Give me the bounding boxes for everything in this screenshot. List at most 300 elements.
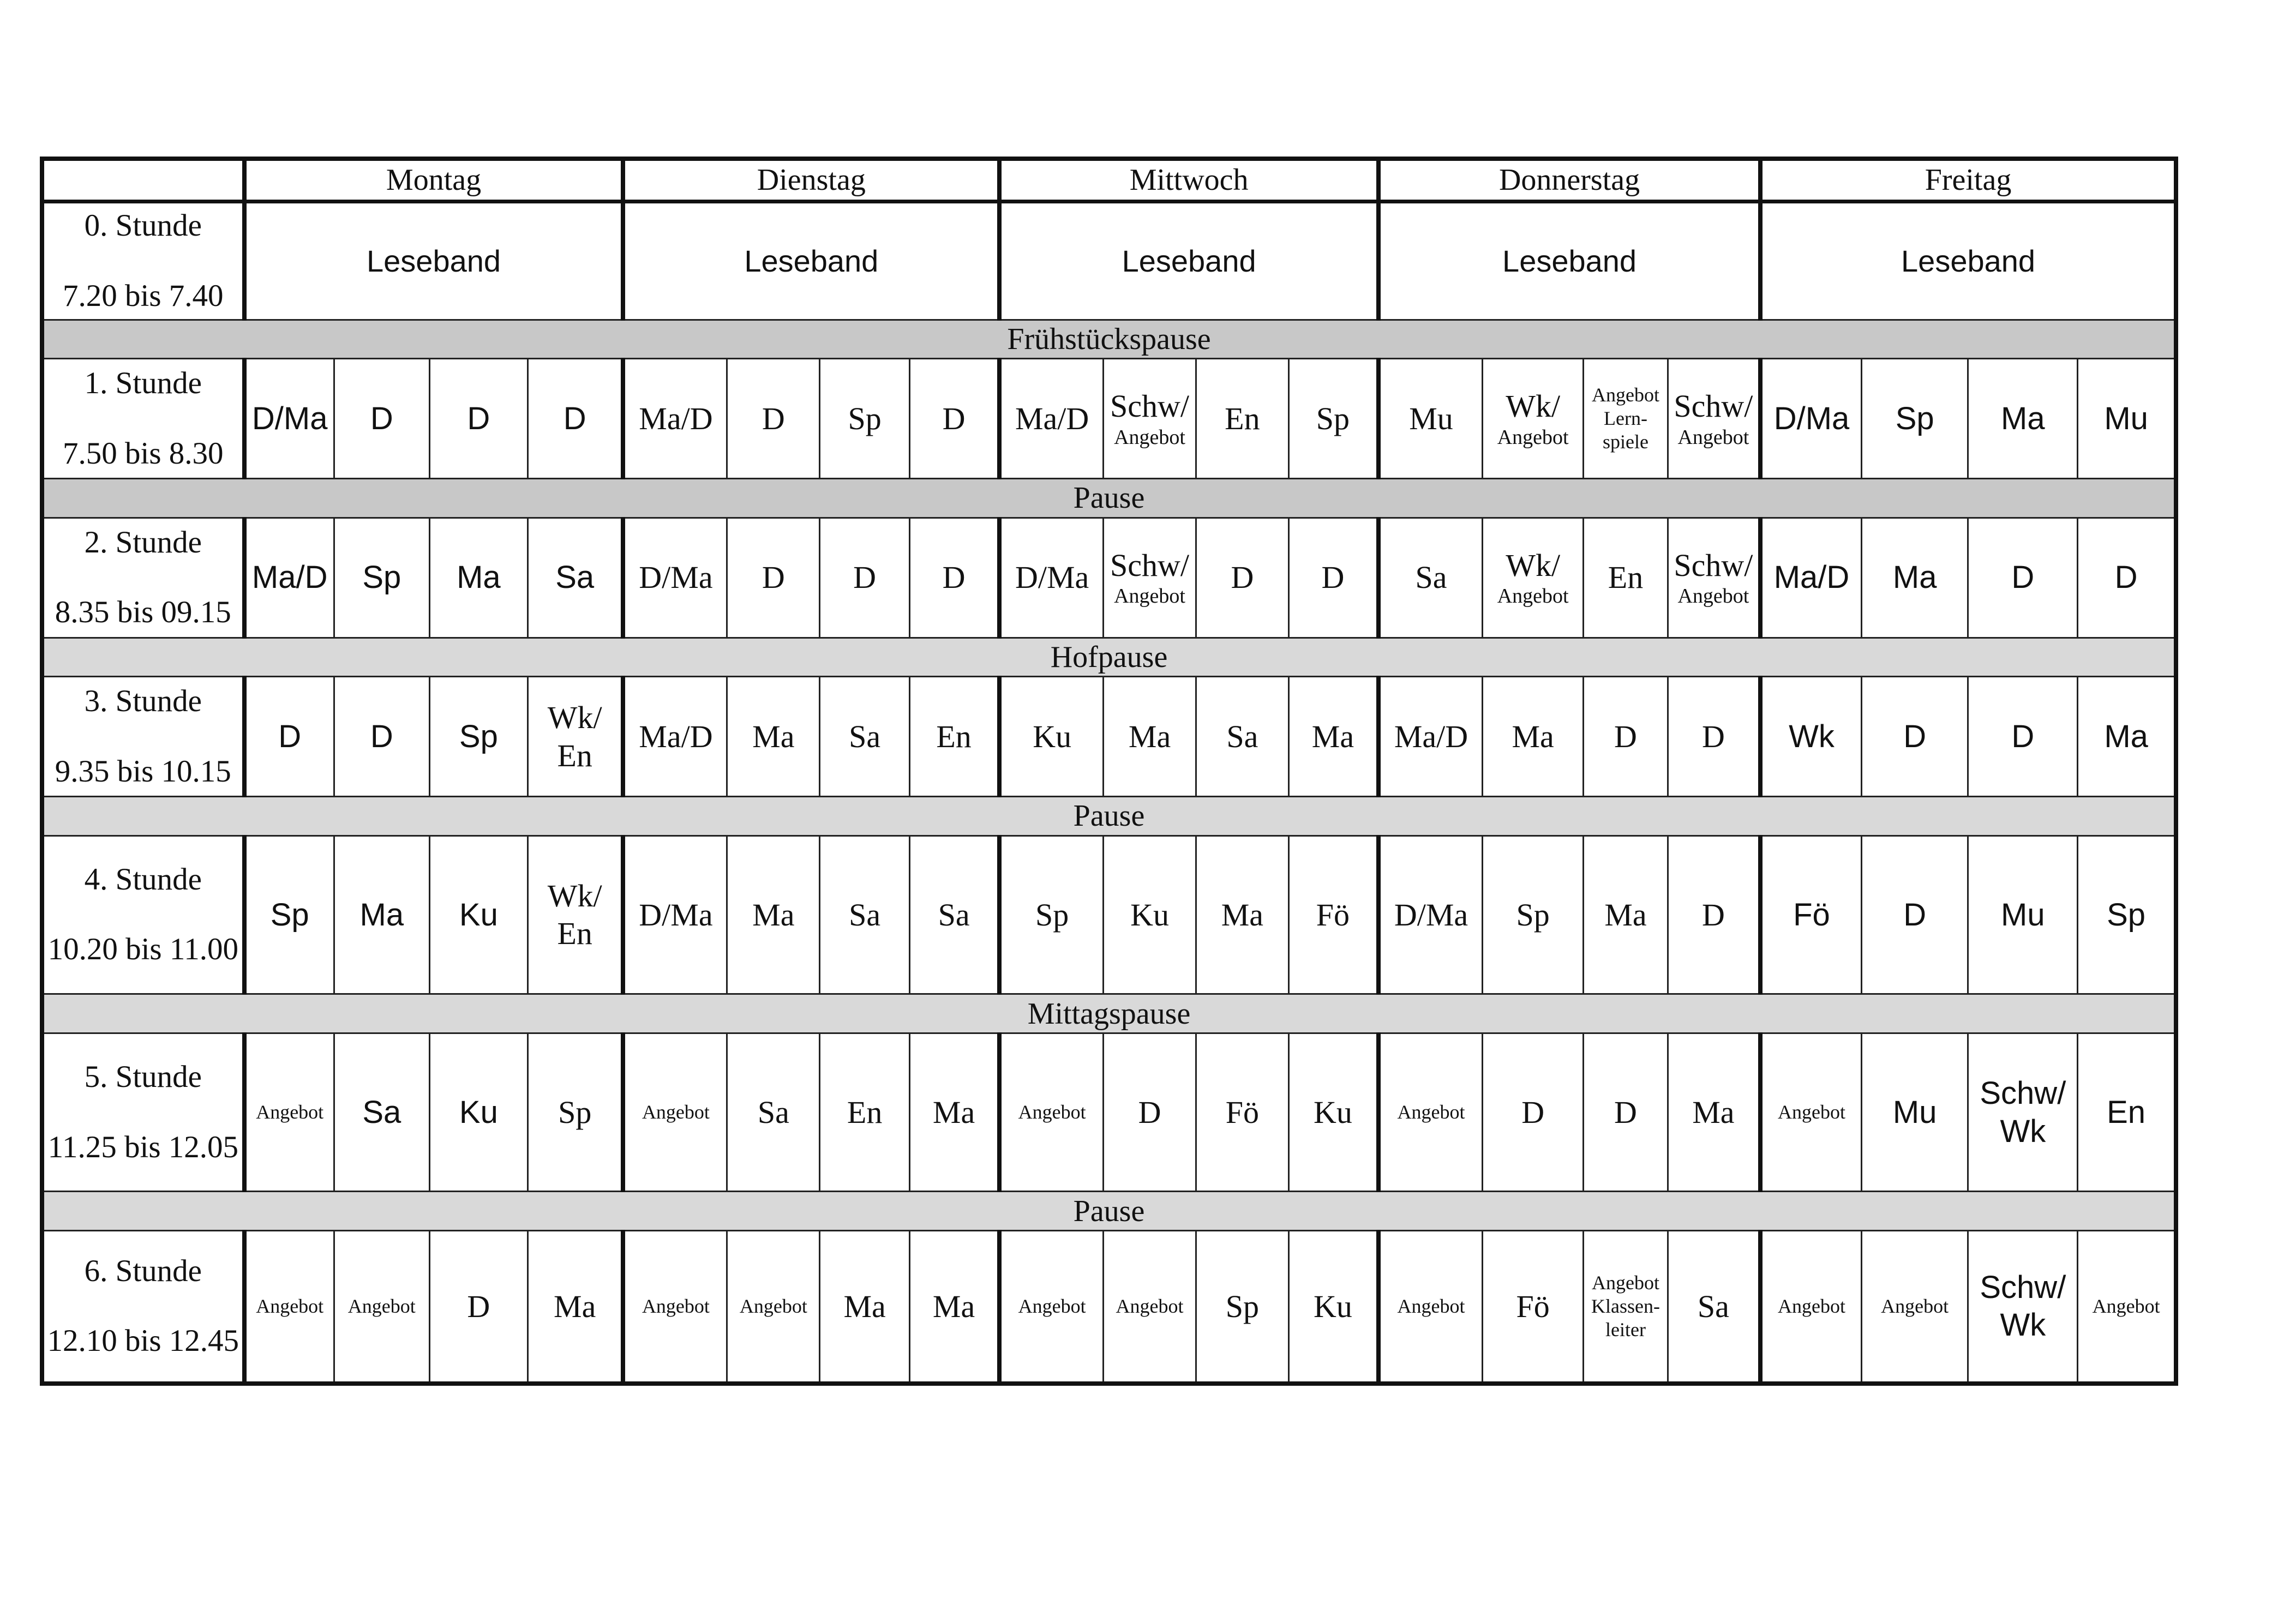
subject-cell xyxy=(2078,1033,2176,1192)
subject-cell xyxy=(1861,1230,1968,1384)
subject-text: D xyxy=(2011,718,2035,754)
subject-cell xyxy=(244,677,334,797)
subject-text: Wk xyxy=(1789,718,1835,754)
subject-cell xyxy=(1584,835,1668,994)
subject-cell xyxy=(1196,518,1288,638)
subject-text: Ma xyxy=(1512,718,1554,754)
subject-cell xyxy=(623,359,727,479)
subject-cell xyxy=(909,359,999,479)
subject-text: Wk/ xyxy=(1506,388,1561,424)
subject-text: Schw/ Wk xyxy=(1980,1269,2066,1343)
subject-cell xyxy=(1288,518,1378,638)
subject-text: D xyxy=(370,718,393,754)
leseband-cell: Leseband xyxy=(244,201,624,320)
subject-text: Angebot xyxy=(1397,1295,1465,1317)
subject-cell xyxy=(1288,359,1378,479)
subject-cell xyxy=(1378,677,1482,797)
subject-text: D xyxy=(762,560,785,596)
period-time: 7.50 bis 8.30 xyxy=(63,436,224,471)
subject-cell xyxy=(727,1033,820,1192)
subject-cell xyxy=(727,677,820,797)
subject-text: Sp xyxy=(848,400,882,436)
subject-cell xyxy=(1378,1230,1482,1384)
subject-cell xyxy=(1760,359,1861,479)
subject-text: Ma/D xyxy=(1394,718,1468,754)
subject-text: Ma xyxy=(457,560,501,596)
subject-cell xyxy=(909,1230,999,1384)
subject-cell xyxy=(1196,835,1288,994)
subject-text: Wk/ En xyxy=(547,700,602,773)
subject-text: D xyxy=(1614,718,1637,754)
subject-cell xyxy=(429,1033,527,1192)
subject-cell xyxy=(244,835,334,994)
subject-cell xyxy=(1196,1033,1288,1192)
subject-cell xyxy=(1104,677,1196,797)
subject-cell xyxy=(1104,835,1196,994)
subject-cell xyxy=(909,1033,999,1192)
subject-cell xyxy=(727,359,820,479)
subject-cell xyxy=(1584,359,1668,479)
subject-text: D xyxy=(1903,897,1927,933)
subject-text: Angebot xyxy=(1018,1295,1086,1317)
subject-text: Angebot xyxy=(1018,1101,1086,1123)
period-gap xyxy=(44,1290,242,1323)
subject-text: Ku xyxy=(1313,1288,1352,1324)
subject-cell xyxy=(1104,359,1196,479)
period-label xyxy=(42,518,244,638)
subject-cell xyxy=(527,677,623,797)
subject-text: Sp xyxy=(1035,897,1069,933)
period-label xyxy=(42,1033,244,1192)
subject-text: Ma xyxy=(843,1288,886,1324)
subject-cell xyxy=(1196,677,1288,797)
subject-text: Mu xyxy=(2001,897,2045,933)
subject-cell xyxy=(1378,1033,1482,1192)
subject-text: Sp xyxy=(1895,400,1934,436)
subject-text: Wk/ En xyxy=(547,877,602,952)
subject-cell xyxy=(1584,677,1668,797)
subject-cell xyxy=(1288,835,1378,994)
subject-cell xyxy=(1584,518,1668,638)
subject-text: Angebot Klassen-leiter xyxy=(1591,1271,1660,1341)
subject-cell xyxy=(1760,518,1861,638)
subject-cell xyxy=(2078,359,2176,479)
subject-cell xyxy=(999,518,1103,638)
subject-text: Angebot xyxy=(2092,1295,2160,1317)
subject-cell xyxy=(527,518,623,638)
period-number: 2. Stunde xyxy=(84,525,202,560)
subject-text: Sa xyxy=(1697,1288,1729,1324)
subject-text: Ma xyxy=(554,1288,596,1324)
subject-text: D/Ma xyxy=(639,560,713,596)
subject-cell xyxy=(1968,1033,2078,1192)
period-gap xyxy=(44,1096,242,1129)
subject-text: Schw/ Wk xyxy=(1980,1075,2066,1149)
subject-text: Angebot xyxy=(1397,1101,1465,1123)
subject-cell xyxy=(244,518,334,638)
subject-cell xyxy=(1288,677,1378,797)
subject-cell xyxy=(334,1033,429,1192)
subject-cell xyxy=(999,835,1103,994)
subject-cell xyxy=(1968,1230,2078,1384)
break-row xyxy=(42,797,2176,836)
subject-text: Angebot xyxy=(1881,1295,1949,1317)
period-row xyxy=(42,1033,2176,1192)
subject-text: Ku xyxy=(459,1094,498,1130)
subject-text: Angebot xyxy=(1777,1295,1845,1317)
subject-text: Mu xyxy=(1892,1094,1937,1130)
subject-text: Sa xyxy=(938,897,970,933)
subject-text: Schw/ xyxy=(1674,388,1753,424)
subject-cell xyxy=(1584,1033,1668,1192)
break-label: Hofpause xyxy=(42,638,2176,677)
subject-text: En xyxy=(936,718,972,754)
subject-text: D xyxy=(1231,560,1254,596)
subject-cell xyxy=(1861,835,1968,994)
leseband-cell: Leseband xyxy=(1760,201,2176,320)
subject-text: Sa xyxy=(555,560,595,596)
subject-cell xyxy=(429,835,527,994)
subject-cell xyxy=(1968,835,2078,994)
subject-cell xyxy=(1861,359,1968,479)
subject-text: Angebot Lern-spiele xyxy=(1591,383,1659,453)
subject-cell xyxy=(1668,359,1760,479)
subject-cell xyxy=(2078,835,2176,994)
subject-text: D/Ma xyxy=(1015,560,1089,596)
subject-cell xyxy=(527,835,623,994)
subject-cell xyxy=(1482,1033,1583,1192)
subject-cell xyxy=(909,677,999,797)
break-row xyxy=(42,1192,2176,1231)
subject-cell xyxy=(820,359,910,479)
subject-cell xyxy=(1104,1230,1196,1384)
subject-cell xyxy=(1861,518,1968,638)
subject-cell xyxy=(1968,359,2078,479)
subject-cell xyxy=(820,1230,910,1384)
break-label: Pause xyxy=(42,479,2176,518)
subject-text: Ku xyxy=(1130,897,1169,933)
subject-cell xyxy=(1378,359,1482,479)
period-label xyxy=(42,677,244,797)
break-row xyxy=(42,994,2176,1033)
subject-text: Sa xyxy=(849,718,881,754)
subject-cell xyxy=(727,1230,820,1384)
subject-text: Angebot xyxy=(642,1101,710,1123)
subject-cell xyxy=(1968,677,2078,797)
period-number: 1. Stunde xyxy=(84,366,202,401)
subject-text: Ma/D xyxy=(1015,400,1089,436)
subject-text: Ma/D xyxy=(251,560,328,596)
subject-cell xyxy=(623,1033,727,1192)
break-label: Frühstückspause xyxy=(42,320,2176,359)
break-label: Mittagspause xyxy=(42,994,2176,1033)
subject-cell xyxy=(1196,359,1288,479)
subject-text: Ma xyxy=(1604,897,1647,933)
subject-text: Sa xyxy=(849,897,881,933)
day-header-0: Montag xyxy=(244,159,624,201)
subject-text: Angebot xyxy=(1116,1295,1184,1317)
subject-cell xyxy=(727,835,820,994)
period-number: 3. Stunde xyxy=(84,684,202,719)
subject-text: Fö xyxy=(1316,897,1350,933)
period-number: 0. Stunde xyxy=(84,208,202,243)
leseband-cell: Leseband xyxy=(999,201,1378,320)
subject-cell xyxy=(623,518,727,638)
subject-cell xyxy=(1482,835,1583,994)
subject-text: Mu xyxy=(2104,400,2148,436)
subject-text: Angebot xyxy=(256,1295,324,1317)
period-gap xyxy=(44,898,242,931)
subject-cell xyxy=(1668,835,1760,994)
subject-text: D xyxy=(1138,1094,1161,1130)
subject-text: Ma xyxy=(1221,897,1264,933)
subject-text: D xyxy=(762,400,785,436)
subject-text: Angebot xyxy=(642,1295,710,1317)
day-header-3: Donnerstag xyxy=(1378,159,1760,201)
subject-cell xyxy=(1482,359,1583,479)
period-number: 4. Stunde xyxy=(84,862,202,897)
subject-cell xyxy=(1288,1230,1378,1384)
header-row xyxy=(42,159,2176,201)
subject-subtext: Angebot xyxy=(1497,425,1569,449)
subject-cell xyxy=(1482,1230,1583,1384)
period-gap xyxy=(44,245,242,278)
subject-text: Schw/ xyxy=(1674,547,1753,583)
subject-text: Angebot xyxy=(739,1295,807,1317)
period-label-0 xyxy=(42,201,244,320)
subject-cell xyxy=(1104,1033,1196,1192)
corner-cell xyxy=(42,159,244,201)
period-number: 5. Stunde xyxy=(84,1060,202,1095)
subject-cell xyxy=(1668,1033,1760,1192)
subject-cell xyxy=(1760,677,1861,797)
subject-subtext: Angebot xyxy=(1497,585,1569,608)
day-header-1: Dienstag xyxy=(623,159,999,201)
subject-cell xyxy=(1668,677,1760,797)
period-gap xyxy=(44,720,242,753)
subject-text: Ma xyxy=(359,897,404,933)
subject-text: Ma/D xyxy=(639,718,713,754)
subject-text: Ma xyxy=(1892,560,1937,596)
subject-text: D xyxy=(853,560,877,596)
subject-cell xyxy=(909,518,999,638)
period-row xyxy=(42,835,2176,994)
subject-cell xyxy=(623,677,727,797)
subject-text: Sa xyxy=(1415,560,1447,596)
subject-cell xyxy=(1584,1230,1668,1384)
subject-cell xyxy=(1378,518,1482,638)
period-number: 6. Stunde xyxy=(84,1254,202,1289)
subject-text: Fö xyxy=(1793,897,1830,933)
subject-text: En xyxy=(1608,560,1644,596)
subject-text: Ku xyxy=(1033,718,1072,754)
subject-cell xyxy=(1288,1033,1378,1192)
row-hour-0 xyxy=(42,201,2176,320)
period-gap xyxy=(44,402,242,435)
subject-cell xyxy=(999,359,1103,479)
subject-text: Ma/D xyxy=(639,400,713,436)
subject-cell xyxy=(527,1230,623,1384)
subject-cell xyxy=(623,835,727,994)
subject-text: Sp xyxy=(1225,1288,1260,1324)
period-time: 12.10 bis 12.45 xyxy=(47,1324,239,1358)
subject-text: Sa xyxy=(757,1094,789,1130)
subject-text: Ma xyxy=(752,718,795,754)
subject-text: D xyxy=(1903,718,1927,754)
subject-cell xyxy=(820,677,910,797)
period-gap xyxy=(44,561,242,594)
subject-cell xyxy=(1861,1033,1968,1192)
subject-cell xyxy=(1482,677,1583,797)
subject-text: D xyxy=(467,400,490,436)
subject-cell xyxy=(2078,677,2176,797)
break-row xyxy=(42,320,2176,359)
subject-cell xyxy=(334,835,429,994)
subject-text: Sa xyxy=(1226,718,1258,754)
subject-text: Ma xyxy=(2104,718,2148,754)
subject-text: D xyxy=(278,718,302,754)
break-row xyxy=(42,479,2176,518)
break-label: Pause xyxy=(42,1192,2176,1231)
subject-cell xyxy=(999,677,1103,797)
subject-cell xyxy=(623,1230,727,1384)
period-label xyxy=(42,835,244,994)
subject-text: Ma xyxy=(932,1288,975,1324)
subject-text: En xyxy=(1225,400,1260,436)
subject-cell xyxy=(1668,518,1760,638)
day-header-4: Freitag xyxy=(1760,159,2176,201)
subject-text: En xyxy=(847,1094,883,1130)
subject-text: Ma/D xyxy=(1773,560,1850,596)
subject-text: D xyxy=(1521,1094,1545,1130)
subject-cell xyxy=(2078,1230,2176,1384)
subject-cell xyxy=(429,359,527,479)
subject-subtext: Angebot xyxy=(1114,585,1185,608)
subject-subtext: Angebot xyxy=(1677,425,1749,449)
subject-text: D xyxy=(1321,560,1345,596)
period-row xyxy=(42,677,2176,797)
subject-cell xyxy=(1668,1230,1760,1384)
subject-text: D xyxy=(370,400,393,436)
subject-cell xyxy=(527,359,623,479)
subject-cell xyxy=(999,1230,1103,1384)
subject-text: D xyxy=(563,400,586,436)
subject-text: D/Ma xyxy=(1394,897,1468,933)
period-time: 9.35 bis 10.15 xyxy=(55,754,231,789)
subject-cell xyxy=(1196,1230,1288,1384)
subject-cell xyxy=(820,518,910,638)
period-row xyxy=(42,359,2176,479)
subject-text: Ma xyxy=(932,1094,975,1130)
subject-text: D xyxy=(1701,897,1725,933)
period-row xyxy=(42,1230,2176,1384)
subject-text: D xyxy=(467,1288,490,1324)
subject-cell xyxy=(820,1033,910,1192)
subject-cell xyxy=(1760,1033,1861,1192)
subject-text: En xyxy=(2107,1094,2146,1130)
period-time: 7.20 bis 7.40 xyxy=(63,278,224,313)
day-header-2: Mittwoch xyxy=(999,159,1378,201)
subject-text: D/Ma xyxy=(251,400,328,436)
subject-cell xyxy=(244,1230,334,1384)
subject-cell xyxy=(334,518,429,638)
subject-text: Sp xyxy=(1516,897,1550,933)
subject-text: Schw/ xyxy=(1110,388,1190,424)
timetable xyxy=(40,157,2178,1386)
subject-cell xyxy=(2078,518,2176,638)
subject-text: Fö xyxy=(1225,1094,1260,1130)
subject-text: Sp xyxy=(558,1094,592,1130)
leseband-cell: Leseband xyxy=(623,201,999,320)
subject-cell xyxy=(1861,677,1968,797)
subject-cell xyxy=(334,677,429,797)
subject-text: Ma xyxy=(1692,1094,1735,1130)
subject-cell xyxy=(1104,518,1196,638)
subject-text: D xyxy=(942,560,966,596)
subject-cell xyxy=(334,359,429,479)
period-label xyxy=(42,359,244,479)
subject-text: D/Ma xyxy=(1773,400,1850,436)
period-time: 10.20 bis 11.00 xyxy=(47,932,238,967)
subject-text: Sp xyxy=(270,897,309,933)
subject-text: Fö xyxy=(1516,1288,1550,1324)
subject-subtext: Angebot xyxy=(1677,585,1749,608)
break-label: Pause xyxy=(42,797,2176,836)
period-time: 11.25 bis 12.05 xyxy=(47,1129,238,1164)
subject-text: Angebot xyxy=(1777,1101,1845,1123)
subject-text: Angebot xyxy=(347,1295,416,1317)
subject-text: Mu xyxy=(1409,400,1453,436)
subject-cell xyxy=(1482,518,1583,638)
subject-cell xyxy=(429,518,527,638)
subject-text: Ma xyxy=(2001,400,2045,436)
subject-text: D xyxy=(942,400,966,436)
subject-text: Ku xyxy=(1313,1094,1352,1130)
subject-text: Schw/ xyxy=(1110,547,1190,583)
leseband-cell: Leseband xyxy=(1378,201,1760,320)
subject-cell xyxy=(244,359,334,479)
subject-cell xyxy=(909,835,999,994)
subject-text: D xyxy=(1614,1094,1637,1130)
subject-text: Sp xyxy=(459,718,498,754)
subject-text: D/Ma xyxy=(639,897,713,933)
subject-text: Sa xyxy=(362,1094,401,1130)
subject-cell xyxy=(527,1033,623,1192)
subject-cell xyxy=(727,518,820,638)
subject-cell xyxy=(1378,835,1482,994)
subject-cell xyxy=(429,1230,527,1384)
subject-text: Angebot xyxy=(256,1101,324,1123)
break-row xyxy=(42,638,2176,677)
subject-text: Wk/ xyxy=(1506,547,1561,583)
subject-text: Sp xyxy=(1316,400,1350,436)
subject-cell xyxy=(334,1230,429,1384)
subject-text: Ma xyxy=(752,897,795,933)
subject-cell xyxy=(1760,1230,1861,1384)
subject-text: Ma xyxy=(1311,718,1354,754)
subject-text: Sp xyxy=(362,560,401,596)
period-label xyxy=(42,1230,244,1384)
subject-text: D xyxy=(1701,718,1725,754)
subject-cell xyxy=(429,677,527,797)
subject-cell xyxy=(820,835,910,994)
subject-cell xyxy=(999,1033,1103,1192)
subject-cell xyxy=(1968,518,2078,638)
subject-text: Sp xyxy=(2107,897,2146,933)
subject-cell xyxy=(1760,835,1861,994)
subject-text: D xyxy=(2011,560,2035,596)
subject-text: Ku xyxy=(459,897,498,933)
